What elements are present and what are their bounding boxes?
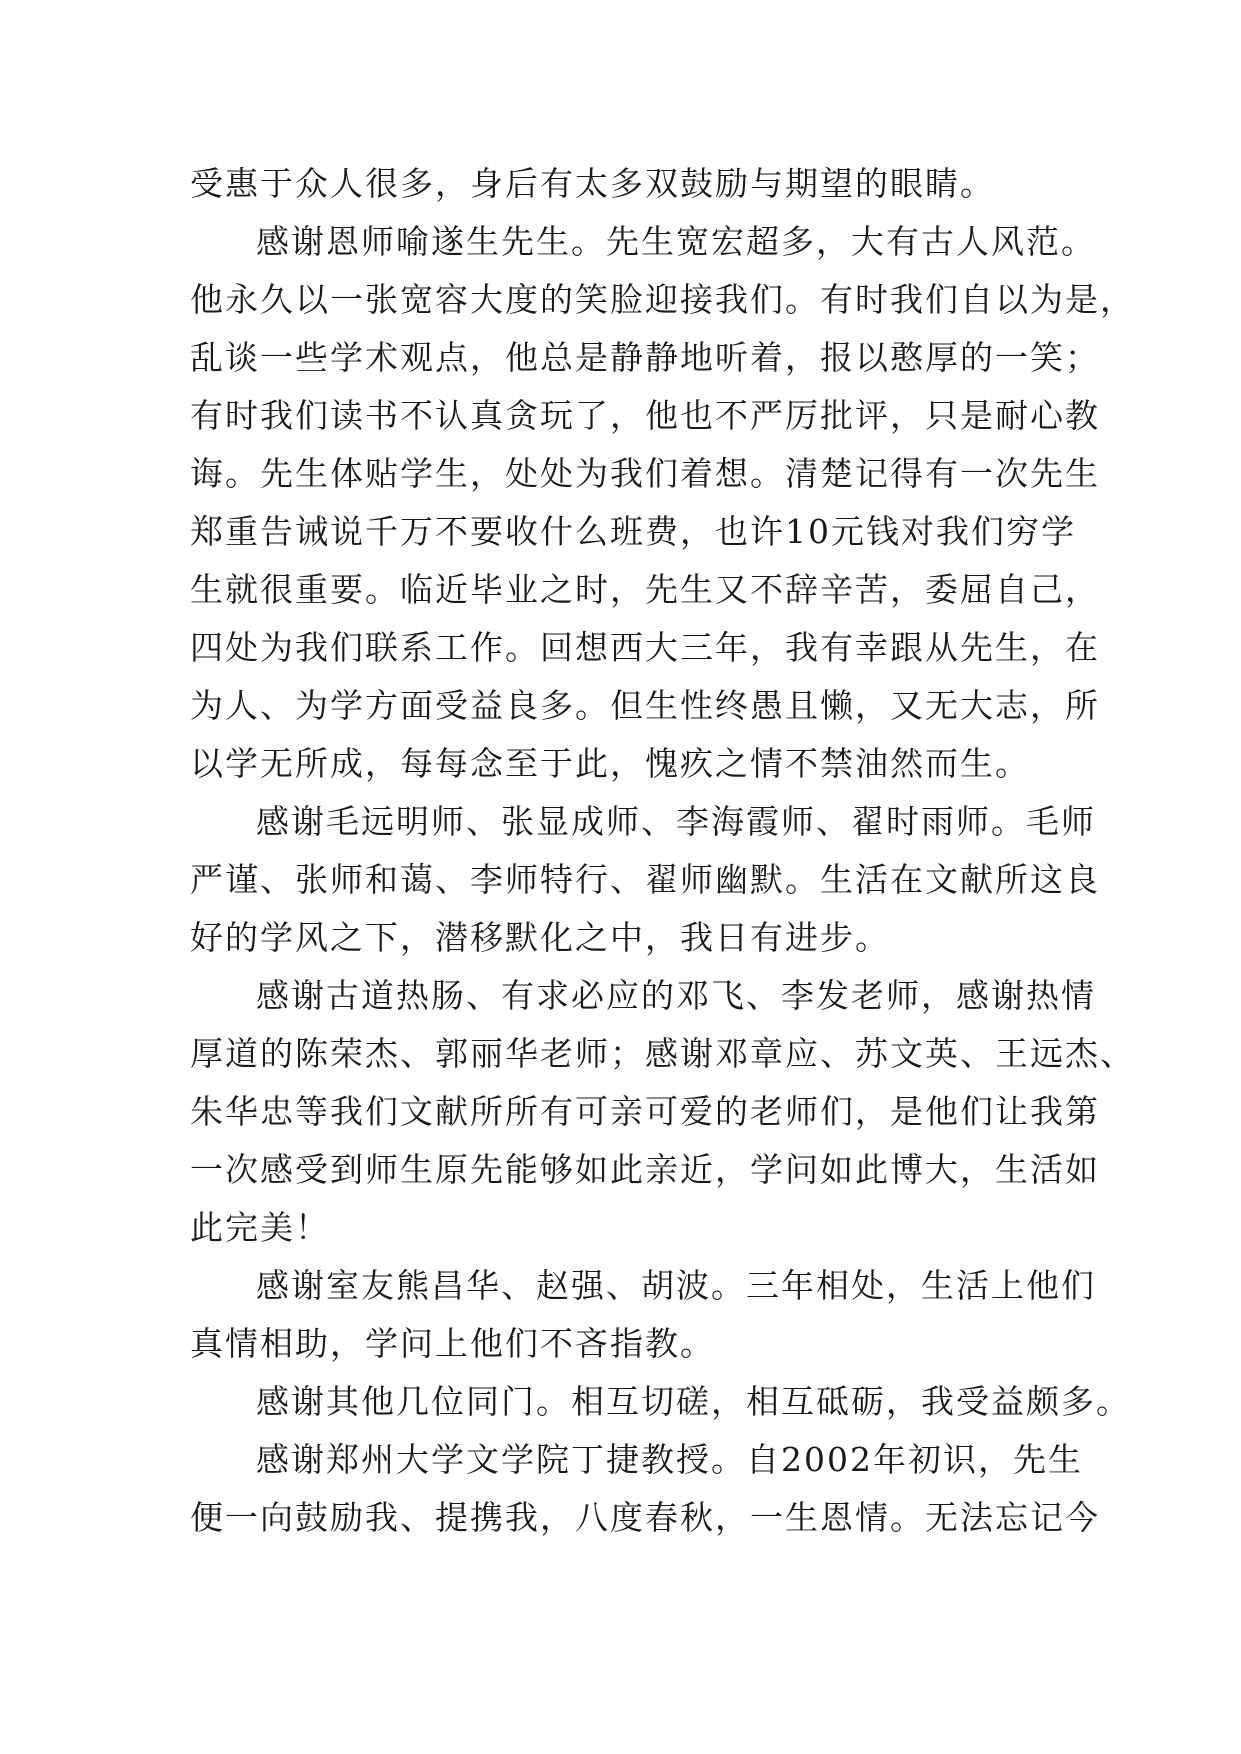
text-line: 感谢郑州大学文学院丁捷教授。自2002年初识，先生 bbox=[256, 1440, 1083, 1479]
text-line: 好的学风之下，潜移默化之中，我日有进步。 bbox=[190, 918, 890, 957]
text-line: 此完美！ bbox=[190, 1208, 330, 1247]
text-line: 感谢毛远明师、张显成师、李海霞师、翟时雨师。毛师 bbox=[256, 802, 1096, 841]
text-line: 便一向鼓励我、提携我，八度春秋，一生恩情。无法忘记今 bbox=[190, 1498, 1100, 1537]
text-line: 以学无所成，每每念至于此，愧疚之情不禁油然而生。 bbox=[190, 744, 1030, 783]
text-line: 受惠于众人很多，身后有太多双鼓励与期望的眼睛。 bbox=[190, 164, 995, 203]
text-line: 诲。先生体贴学生，处处为我们着想。清楚记得有一次先生 bbox=[190, 454, 1100, 493]
body-text bbox=[190, 155, 1135, 1547]
text-line: 乱谈一些学术观点，他总是静静地听着，报以憨厚的一笑； bbox=[190, 338, 1100, 377]
text-line: 感谢室友熊昌华、赵强、胡波。三年相处，生活上他们 bbox=[256, 1266, 1096, 1305]
text-line: 四处为我们联系工作。回想西大三年，我有幸跟从先生，在 bbox=[190, 628, 1100, 667]
text-line: 郑重告诫说千万不要收什么班费，也许10元钱对我们穷学 bbox=[190, 512, 1076, 551]
text-line: 严谨、张师和蔼、李师特行、翟师幽默。生活在文献所这良 bbox=[190, 860, 1100, 899]
text-line: 一次感受到师生原先能够如此亲近，学问如此博大，生活如 bbox=[190, 1150, 1100, 1189]
text-line: 感谢古道热肠、有求必应的邓飞、李发老师，感谢热情 bbox=[256, 976, 1096, 1015]
text-line: 感谢其他几位同门。相互切磋，相互砥砺，我受益颇多。 bbox=[256, 1382, 1131, 1421]
text-line: 生就很重要。临近毕业之时，先生又不辞辛苦，委屈自己， bbox=[190, 570, 1100, 609]
text-line: 他永久以一张宽容大度的笑脸迎接我们。有时我们自以为是， bbox=[190, 280, 1135, 319]
text-line: 朱华忠等我们文献所所有可亲可爱的老师们，是他们让我第 bbox=[190, 1092, 1100, 1131]
text-line: 为人、为学方面受益良多。但生性终愚且懒，又无大志，所 bbox=[190, 686, 1100, 725]
text-line: 有时我们读书不认真贪玩了，他也不严厉批评，只是耐心教 bbox=[190, 396, 1100, 435]
text-line: 真情相助，学问上他们不吝指教。 bbox=[190, 1324, 715, 1363]
text-line: 厚道的陈荣杰、郭丽华老师；感谢邓章应、苏文英、王远杰、 bbox=[190, 1034, 1135, 1073]
text-line: 感谢恩师喻遂生先生。先生宽宏超多，大有古人风范。 bbox=[256, 222, 1096, 261]
